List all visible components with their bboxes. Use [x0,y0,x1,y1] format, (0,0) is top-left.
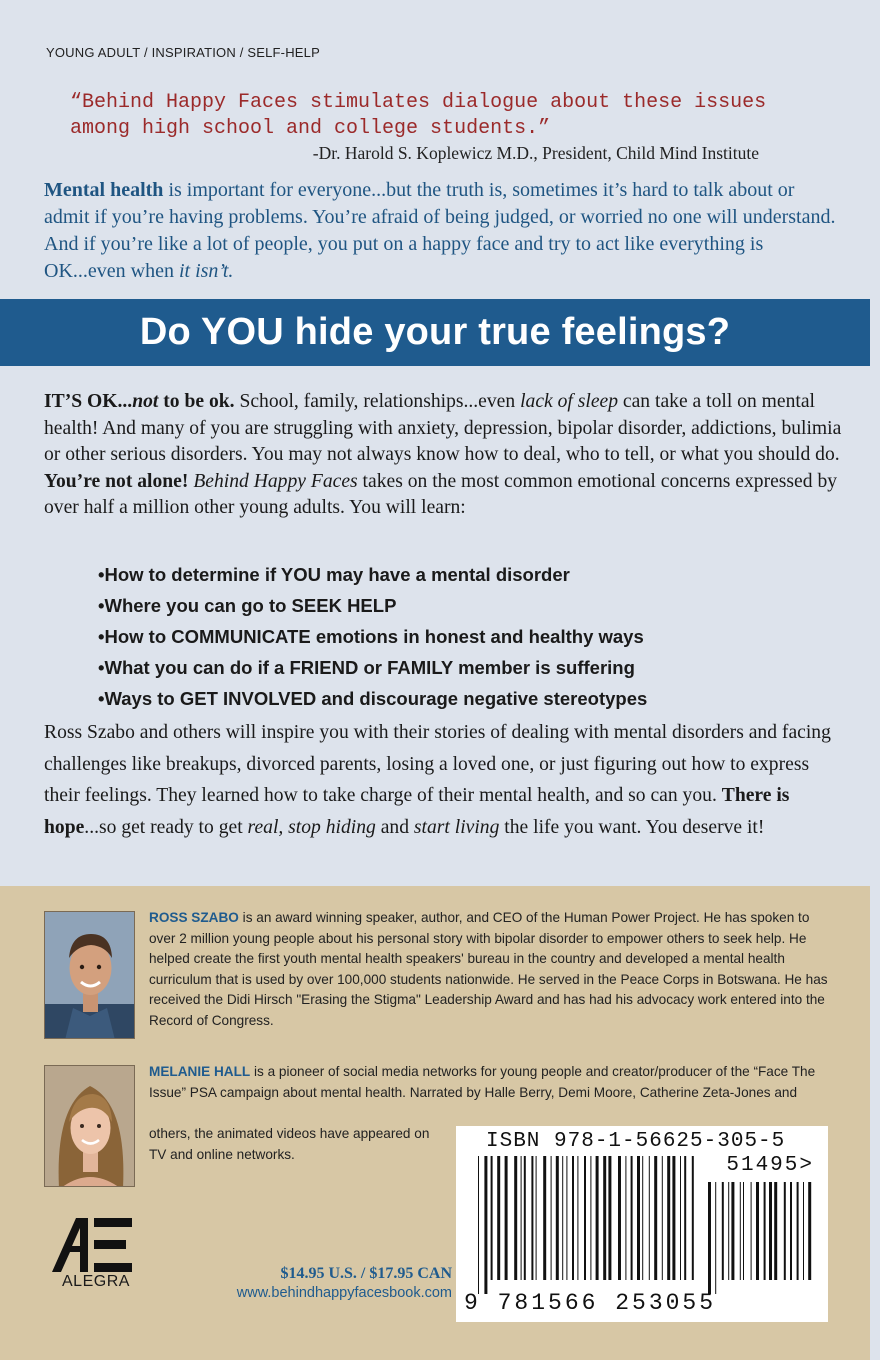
barcode-bar [556,1156,559,1280]
barcode-bar [774,1182,777,1280]
barcode-bar [642,1156,643,1280]
barcode-bar [756,1182,759,1280]
barcode-bar [543,1156,546,1280]
learning-list [98,559,798,714]
intro-text: is important for everyone...but the truth is, sometimes it’s hard to talk about or admit if you’re having problems. You’re afraid of being judged, or worried no one will understand. And if you’re like a lot of people, you put on a happy face and try to act like everything is OK...even when [44,179,836,282]
barcode-bar [672,1156,675,1280]
barcode-bar [667,1156,670,1280]
barcode-bar [790,1182,792,1280]
intro-lead: Mental health [44,179,164,201]
barcode-bar [484,1156,487,1294]
barcode-bar [684,1156,686,1280]
body-paragraph-1 [44,389,844,522]
category-label: YOUNG ADULT / INSPIRATION / SELF-HELP [46,45,320,60]
author-bio-text-melanie-a: is a pioneer of social media networks for young people and creator/producer of the “Face The Issue” PSA campaign about mental health. Narrated by Halle Berry, Demi Moore, Catherine Zeta-Jones and [149,1064,816,1100]
body1-bold-b: You’re not alone! [44,470,189,492]
barcode-bar [740,1182,741,1280]
barcode-bar [531,1156,533,1280]
barcode-bar [596,1156,599,1280]
barcode-bar [478,1156,479,1294]
barcode-bar [572,1156,574,1280]
barcode-bar [566,1156,567,1280]
website-link[interactable]: www.behindhappyfacesbook.com [236,1285,452,1301]
author-bio-melanie [149,1062,829,1103]
barcode-bar [797,1182,799,1280]
barcode-bar [722,1182,724,1280]
body2-text-d: the life you want. You deserve it! [499,816,765,838]
barcode-bar [751,1182,752,1280]
headline-text: Do YOU hide your true feelings? [139,311,731,353]
author-name-ross: ROSS SZABO [149,910,239,925]
body1-lead-b: not [132,391,159,412]
barcode-bar [637,1156,640,1280]
addon-barcode-bars [708,1182,814,1294]
body2-italic-a: real, stop hiding [247,816,376,838]
barcode-bar [491,1156,493,1280]
barcode-bar [584,1156,586,1280]
list-item: •Where you can go to SEEK HELP [98,595,397,616]
barcode-bar [524,1156,526,1280]
barcode-bar [536,1156,537,1280]
author-photo-melanie [44,1065,135,1187]
headline-banner [0,299,870,366]
price: $14.95 U.S. / $17.95 CAN [280,1265,452,1282]
list-item: •Ways to GET INVOLVED and discourage negative stereotypes [98,688,648,709]
barcode-bar [728,1182,729,1280]
body1-lead-c: to be ok. [158,391,235,412]
barcode-bar [654,1156,657,1280]
body1-text-b: can take a toll on mental health! And many of you are struggling with anxiety, depression, bipolar disorder, addictions, bulimia or other serious disorders. You may not always know how to deal, who to tell, or what you should do. [44,391,842,465]
author-bio-ross [149,908,829,1031]
barcode-bar [662,1156,663,1280]
body1-italic-a: lack of sleep [520,391,619,412]
barcode-bar [505,1156,508,1280]
barcode-bar [618,1156,621,1280]
barcode-digits: 9 781566 253055 [464,1290,717,1316]
barcode-bar [551,1156,552,1280]
barcode-bar [577,1156,578,1280]
author-name-melanie: MELANIE HALL [149,1064,251,1079]
barcode-bars [478,1156,698,1294]
list-item: •How to COMMUNICATE emotions in honest and healthy ways [98,626,644,647]
barcode-bar [497,1156,500,1280]
barcode-bar [608,1156,611,1280]
barcode-bar [680,1156,681,1280]
barcode-bar [603,1156,606,1280]
barcode-bar [631,1156,633,1280]
barcode-bar [708,1182,711,1294]
author-bio-text-melanie-b: others, the animated videos have appeared on TV and online networks. [149,1126,430,1162]
barcode-bar [692,1156,694,1280]
isbn-text: ISBN 978-1-56625-305-5 [486,1130,786,1153]
barcode-bar [743,1182,744,1280]
intro-emphasis: it isn’t. [178,260,234,282]
barcode-bar [590,1156,591,1280]
barcode-bar [784,1182,786,1280]
body2-italic-b: start living [413,816,500,838]
isbn-barcode [456,1126,828,1322]
price-code: 51495> [726,1154,814,1177]
list-item: •What you can do if a FRIEND or FAMILY member is suffering [98,657,635,678]
author-bio-text-ross: is an award winning speaker, author, and CEO of the Human Power Project. He has spoken to over 2 million young people about his personal story with bipolar disorder to empower others to seek help. He helped create the first youth mental health speakers' bureau in the country and developed a mental health curriculum that is used by over 100,000 students nationwide. He served in the Peace Corps in Botswana. He has received the Didi Hirsch "Erasing the Stigma" Leadership Award and has had his advocacy work entered into the Record of Congress. [149,910,828,1028]
body1-lead-a: IT’S OK... [44,391,133,412]
barcode-bar [769,1182,772,1280]
barcode-bar [649,1156,650,1280]
barcode-bar [803,1182,804,1280]
barcode-bar [562,1156,563,1280]
barcode-bar [625,1156,626,1280]
body2-bold-a: There is hope [44,785,790,838]
list-item: •How to determine if YOU may have a mental disorder [98,564,570,585]
barcode-bar [808,1182,811,1280]
quote-attribution: -Dr. Harold S. Koplewicz M.D., President, Child Mind Institute [312,143,759,163]
body1-text-a: School, family, relationships...even [234,391,521,412]
barcode-bar [715,1182,716,1294]
body2-text-c: and [375,816,414,838]
author-photo-ross [44,911,135,1039]
body2-text-b: ...so get ready to get [84,816,248,838]
publisher-name: ALEGRA [62,1273,130,1290]
barcode-bar [514,1156,517,1280]
author-bio-melanie-cont [149,1124,439,1165]
body-paragraph-2 [44,717,844,843]
barcode-bar [731,1182,734,1280]
body1-italic-b: Behind Happy Faces [193,470,358,492]
barcode-bar [521,1156,522,1280]
intro-paragraph [44,177,844,285]
body2-text-a: Ross Szabo and others will inspire you with their stories of dealing with mental disorders and facing challenges like breakups, divorced parents, losing a loved one, or just figuring out how to express their feelings. They learned how to take charge of their mental health, and so can you. [44,722,831,806]
endorsement-quote: “Behind Happy Faces stimulates dialogue about these issues among high school and college students.” [70,91,767,140]
body1-text-d: takes on the most common emotional concerns expressed by over half a million other young adults. You will learn: [44,470,838,518]
barcode-bar [764,1182,766,1280]
